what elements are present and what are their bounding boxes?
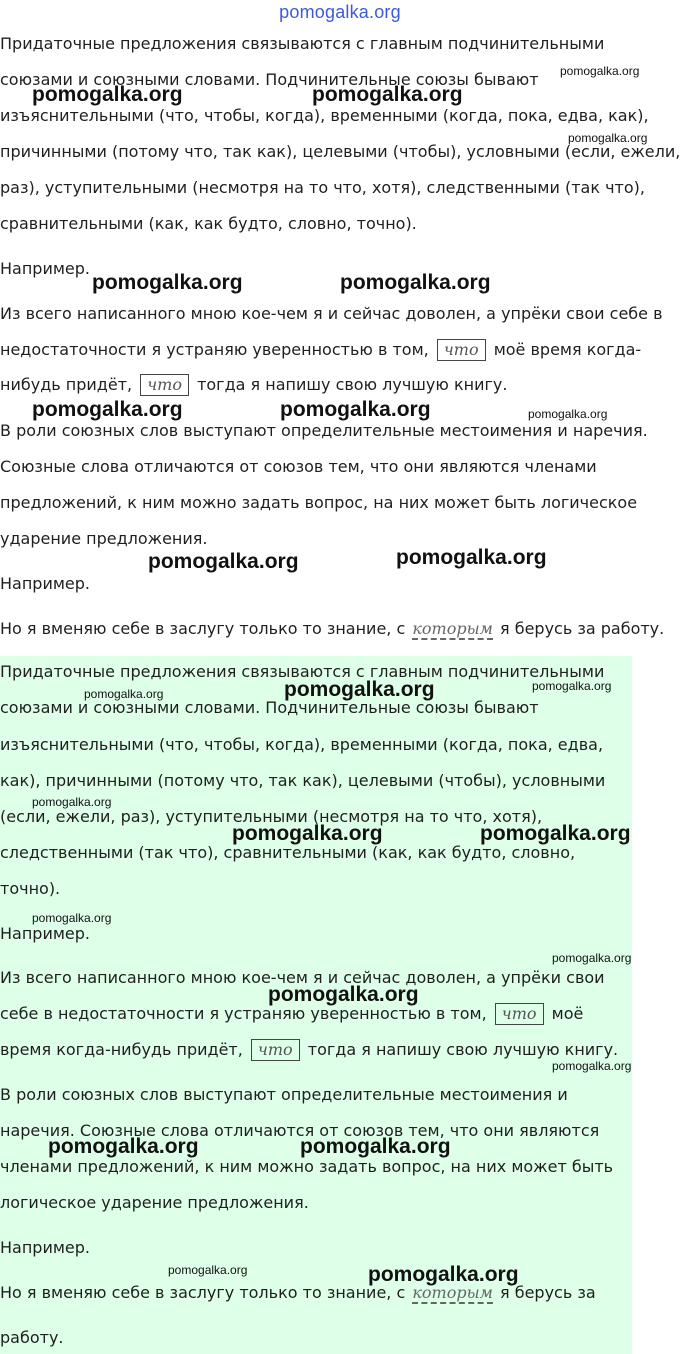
watermark: pomogalka.org <box>32 911 112 925</box>
example-line: работу. <box>0 1328 64 1347</box>
watermark: pomogalka.org <box>552 1059 632 1073</box>
watermark: pomogalka.org <box>552 951 632 965</box>
example-text: Но я вменяю себе в заслугу только то знание, с <box>0 619 406 638</box>
example-label: Например. <box>0 259 91 278</box>
paragraph-line: изъяснительными (что, чтобы, когда), временными (когда, пока, едва, как), <box>0 106 649 125</box>
highlighted-conjunction: что <box>140 374 189 396</box>
explanation-section-plain <box>0 26 680 646</box>
example-label: Например. <box>0 924 91 943</box>
paragraph-line: точно). <box>0 879 61 898</box>
example-text: я берусь за работу. <box>499 619 665 638</box>
example-line <box>0 618 664 640</box>
example-text: время когда-нибудь придёт, <box>0 1040 243 1059</box>
highlighted-allied-word: которым <box>412 619 493 638</box>
watermark: pomogalka.org <box>532 679 612 693</box>
watermark: pomogalka.org <box>560 64 640 78</box>
paragraph-line: раз), уступительными (несмотря на то что, хотя), следственными (так что), <box>0 178 645 197</box>
example-text: тогда я напишу свою лучшую книгу. <box>307 1040 619 1059</box>
paragraph-line: следственными (так что), сравнительными (как, как будто, словно, <box>0 843 576 862</box>
example-line <box>0 374 507 396</box>
watermark: pomogalka.org <box>568 131 648 145</box>
paragraph-line: союзами и союзными словами. Подчинительные союзы бывают <box>0 698 539 717</box>
paragraph-line: членами предложений, к ним можно задать вопрос, на них может быть <box>0 1157 614 1176</box>
watermark: pomogalka.org <box>168 1263 248 1277</box>
watermark: pomogalka.org <box>480 822 631 845</box>
example-text: тогда я напишу свою лучшую книгу. <box>197 375 508 394</box>
paragraph-line: ударение предложения. <box>0 529 208 548</box>
watermark: pomogalka.org <box>92 271 243 294</box>
paragraph-line: Придаточные предложения связываются с главным подчинительными <box>0 34 605 53</box>
paragraph-line: В роли союзных слов выступают определительные местоимения и <box>0 1085 568 1104</box>
paragraph-line: сравнительными (как, как будто, словно, точно). <box>0 214 417 233</box>
example-text: я берусь за <box>499 1283 596 1302</box>
paragraph-line: Придаточные предложения связываются с главным подчинительными <box>0 662 605 681</box>
watermark: pomogalka.org <box>232 822 383 845</box>
watermark: pomogalka.org <box>284 678 435 701</box>
watermark: pomogalka.org <box>48 1135 199 1158</box>
example-text: моё <box>551 1004 584 1023</box>
paragraph-line: (если, ежели, раз), уступительными (несмотря на то что, хотя), <box>0 807 543 826</box>
highlighted-conjunction: что <box>495 1003 544 1025</box>
highlighted-conjunction: что <box>437 339 486 361</box>
watermark: pomogalka.org <box>32 398 183 421</box>
watermark: pomogalka.org <box>312 83 463 106</box>
paragraph-line: предложений, к ним можно задать вопрос, на них может быть логическое <box>0 493 638 512</box>
highlighted-allied-word: которым <box>412 1283 493 1302</box>
watermark: pomogalka.org <box>280 398 431 421</box>
watermark: pomogalka.org <box>340 271 491 294</box>
paragraph-line: наречия. Союзные слова отличаются от союзов тем, что они являются <box>0 1121 600 1140</box>
example-text: недостаточности я устраняю уверенностью в том, <box>0 340 429 359</box>
watermark: pomogalka.org <box>84 687 164 701</box>
watermark: pomogalka.org <box>528 407 608 421</box>
example-text: моё время когда- <box>493 340 642 359</box>
example-text: нибудь придёт, <box>0 375 133 394</box>
example-label: Например. <box>0 1238 91 1257</box>
watermark: pomogalka.org <box>300 1135 451 1158</box>
paragraph-line: как), причинными (потому что, так как), целевыми (чтобы), условными <box>0 771 606 790</box>
paragraph-line: изъяснительными (что, чтобы, когда), временными (когда, пока, едва, <box>0 735 604 754</box>
watermark: pomogalka.org <box>368 1263 519 1286</box>
watermark: pomogalka.org <box>148 550 299 573</box>
watermark: pomogalka.org <box>32 83 183 106</box>
paragraph-line: причинными (потому что, так как), целевыми (чтобы), условными (если, ежели, <box>0 142 680 161</box>
example-text: себе в недостаточности я устраняю уверенностью в том, <box>0 1004 487 1023</box>
example-line: Из всего написанного мною кое-чем я и сейчас доволен, а упрёки свои <box>0 968 605 987</box>
highlighted-conjunction: что <box>251 1039 300 1061</box>
watermark: pomogalka.org <box>32 795 112 809</box>
watermark: pomogalka.org <box>268 983 419 1006</box>
paragraph-line: логическое ударение предложения. <box>0 1193 309 1212</box>
watermark: pomogalka.org <box>396 546 547 569</box>
example-line <box>0 1039 618 1061</box>
paragraph-line: В роли союзных слов выступают определительные местоимения и наречия. <box>0 421 648 440</box>
example-line: Из всего написанного мною кое-чем я и сейчас доволен, а упрёки свои себе в <box>0 304 663 323</box>
example-line <box>0 339 641 361</box>
example-text: Но я вменяю себе в заслугу только то знание, с <box>0 1283 406 1302</box>
paragraph-line: Союзные слова отличаются от союзов тем, что они являются членами <box>0 457 597 476</box>
site-logo[interactable]: pomogalka.org <box>279 2 401 22</box>
paragraph-line: союзами и союзными словами. Подчинительные союзы бывают <box>0 70 539 89</box>
example-label: Например. <box>0 574 91 593</box>
